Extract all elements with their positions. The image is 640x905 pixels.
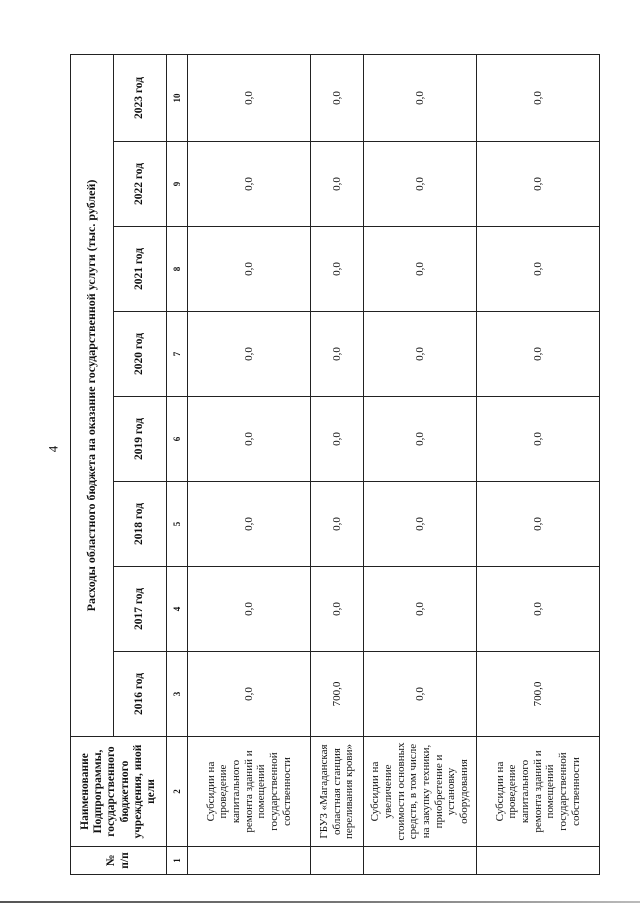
row-value: 0,0 [188,312,311,397]
row-value: 0,0 [311,54,364,141]
column-number: 2 [167,737,188,847]
row-value: 0,0 [311,482,364,567]
header-year: 2022 год [114,142,167,227]
row-value: 700,0 [311,652,364,737]
row-value: 0,0 [477,227,600,312]
table-row [477,54,600,874]
header-year: 2018 год [114,482,167,567]
row-value: 0,0 [311,312,364,397]
row-value: 0,0 [188,142,311,227]
row-value: 0,0 [477,312,600,397]
row-num [188,847,311,875]
header-year: 2020 год [114,312,167,397]
header-num: № п/п [71,847,167,875]
row-value: 0,0 [477,567,600,652]
row-value: 0,0 [364,567,477,652]
column-number: 6 [167,397,188,482]
row-num [364,847,477,875]
row-value: 0,0 [311,567,364,652]
row-value: 0,0 [364,54,477,141]
row-value: 0,0 [364,397,477,482]
row-value: 0,0 [364,312,477,397]
header-year: 2017 год [114,567,167,652]
row-value: 0,0 [364,652,477,737]
column-number: 4 [167,567,188,652]
row-value: 0,0 [188,54,311,141]
row-name: Субсидии на увеличение стоимости основных средств, в том числе на закупку техники, приобретение и установку оборудования [364,737,477,847]
rotated-table-container [70,55,620,875]
header-year: 2019 год [114,397,167,482]
row-value: 0,0 [364,142,477,227]
header-year: 2016 год [114,652,167,737]
row-value: 0,0 [188,482,311,567]
column-number: 3 [167,652,188,737]
row-value: 0,0 [311,142,364,227]
row-value: 0,0 [188,567,311,652]
column-number-row [167,54,188,874]
column-number: 8 [167,227,188,312]
row-value: 0,0 [311,227,364,312]
row-name: Субсидии на проведение капитального ремонта зданий и помещений государственной собственности [477,737,600,847]
column-number: 5 [167,482,188,567]
column-number: 7 [167,312,188,397]
header-name: Наименование Подпрограммы, государственного бюджетного учреждения, иной цели [71,737,167,847]
row-value: 0,0 [364,227,477,312]
table-row [364,54,477,874]
row-value: 0,0 [188,397,311,482]
column-number: 1 [167,847,188,875]
row-value: 0,0 [311,397,364,482]
row-value: 0,0 [188,652,311,737]
row-value: 0,0 [477,142,600,227]
row-value: 0,0 [477,54,600,141]
row-name: ГБУЗ «Магаданская областная станция переливания крови» [311,737,364,847]
header-year: 2021 год [114,227,167,312]
column-number: 10 [167,54,188,141]
row-value: 0,0 [364,482,477,567]
header-year: 2023 год [114,54,167,141]
row-value: 700,0 [477,652,600,737]
row-name: Субсидии на проведение капитального ремонта зданий и помещений государственной собственности [188,737,311,847]
row-value: 0,0 [188,227,311,312]
header-row [71,54,114,874]
column-number: 9 [167,142,188,227]
row-num [311,847,364,875]
header-expenses-group: Расходы областного бюджета на оказание государственной услуги (тыс. рублей) [71,54,114,736]
bottom-scan-line [0,901,640,903]
table-row [188,54,311,874]
row-num [477,847,600,875]
row-value: 0,0 [477,397,600,482]
table-row [311,54,364,874]
page-number: 4 [45,445,61,453]
budget-table [70,54,600,875]
row-value: 0,0 [477,482,600,567]
